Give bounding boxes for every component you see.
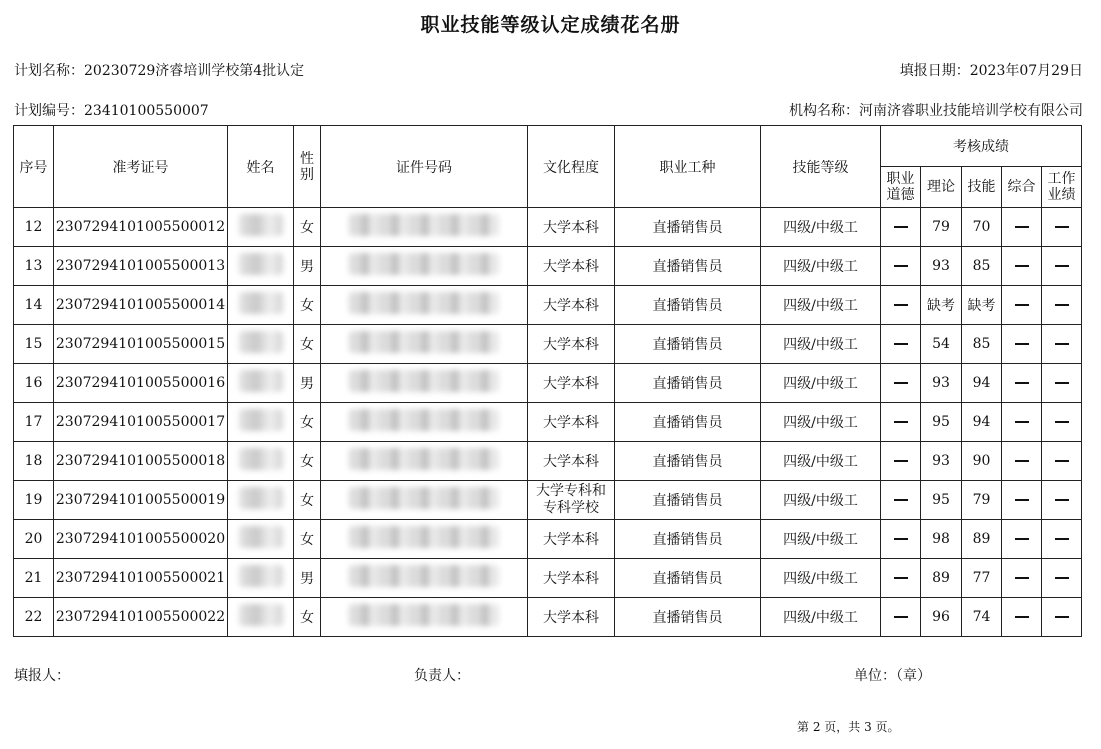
cell-exam-no: 2307294101005500019	[54, 481, 228, 520]
cell-ethics	[881, 442, 921, 481]
cell-seq: 20	[14, 520, 54, 559]
cell-gender: 男	[294, 559, 321, 598]
owner-label: 负责人：	[414, 668, 470, 684]
dash-mark	[1055, 538, 1069, 540]
cell-gender: 女	[294, 325, 321, 364]
dash-mark	[1015, 421, 1029, 423]
cell-exam-no: 2307294101005500017	[54, 403, 228, 442]
cell-work	[1042, 286, 1082, 325]
dash-mark	[1015, 382, 1029, 384]
cell-comprehensive	[1002, 442, 1042, 481]
cell-exam-no: 2307294101005500021	[54, 559, 228, 598]
dash-mark	[894, 382, 908, 384]
cell-skill: 85	[962, 247, 1002, 286]
dash-mark	[1055, 616, 1069, 618]
cell-work	[1042, 481, 1082, 520]
dash-mark	[894, 421, 908, 423]
dash-mark	[1015, 343, 1029, 345]
table-row	[14, 559, 1082, 598]
dash-mark	[1055, 265, 1069, 267]
cell-education: 大学本科	[528, 364, 615, 403]
cell-gender: 女	[294, 208, 321, 247]
cell-ethics	[881, 325, 921, 364]
dash-mark	[1055, 460, 1069, 462]
score-roster-table	[13, 125, 1082, 637]
dash-mark	[1015, 616, 1029, 618]
table-row	[14, 481, 1082, 520]
redacted-name	[239, 565, 283, 587]
cell-ethics	[881, 403, 921, 442]
redacted-name	[239, 253, 283, 275]
cell-skill: 90	[962, 442, 1002, 481]
cell-name-redacted	[228, 364, 294, 403]
dash-mark	[1015, 226, 1029, 228]
cell-name-redacted	[228, 520, 294, 559]
header-ethics	[881, 167, 921, 208]
redacted-id	[349, 370, 499, 392]
header-work-line2: 业绩	[1047, 187, 1076, 203]
cell-occupation: 直播销售员	[615, 598, 761, 637]
table-row	[14, 442, 1082, 481]
cell-level: 四级/中级工	[761, 520, 881, 559]
header-exam-no: 准考证号	[54, 126, 228, 208]
cell-occupation: 直播销售员	[615, 481, 761, 520]
cell-seq: 13	[14, 247, 54, 286]
cell-level: 四级/中级工	[761, 598, 881, 637]
cell-education: 大学本科	[528, 520, 615, 559]
cell-skill: 85	[962, 325, 1002, 364]
plan-number: 计划编号：23410100550007	[14, 103, 209, 119]
cell-ethics	[881, 598, 921, 637]
organization-name: 机构名称：河南济睿职业技能培训学校有限公司	[789, 103, 1083, 119]
cell-comprehensive	[1002, 364, 1042, 403]
cell-name-redacted	[228, 325, 294, 364]
redacted-id	[349, 253, 499, 275]
cell-level: 四级/中级工	[761, 403, 881, 442]
cell-skill: 94	[962, 403, 1002, 442]
redacted-id	[349, 448, 499, 470]
header-scores: 考核成绩	[881, 126, 1082, 167]
table-row	[14, 403, 1082, 442]
cell-seq: 18	[14, 442, 54, 481]
cell-id-redacted	[321, 520, 528, 559]
header-name: 姓名	[228, 126, 294, 208]
header-ethics-line1: 职业	[886, 171, 915, 187]
dash-mark	[1055, 304, 1069, 306]
header-education: 文化程度	[528, 126, 615, 208]
cell-ethics	[881, 481, 921, 520]
cell-name-redacted	[228, 481, 294, 520]
document-title: 职业技能等级认定成绩花名册	[420, 14, 681, 36]
cell-id-redacted	[321, 598, 528, 637]
cell-theory: 89	[921, 559, 962, 598]
cell-gender: 男	[294, 247, 321, 286]
dash-mark	[1015, 577, 1029, 579]
dash-mark	[894, 343, 908, 345]
dash-mark	[894, 265, 908, 267]
dash-mark	[894, 616, 908, 618]
cell-work	[1042, 364, 1082, 403]
cell-seq: 22	[14, 598, 54, 637]
cell-work	[1042, 442, 1082, 481]
header-gender-line1: 性	[300, 150, 314, 167]
header-level: 技能等级	[761, 126, 881, 208]
cell-gender: 女	[294, 520, 321, 559]
cell-name-redacted	[228, 403, 294, 442]
cell-exam-no: 2307294101005500013	[54, 247, 228, 286]
dash-mark	[1015, 304, 1029, 306]
cell-seq: 19	[14, 481, 54, 520]
dash-mark	[894, 538, 908, 540]
cell-gender: 女	[294, 286, 321, 325]
cell-comprehensive	[1002, 247, 1042, 286]
table-row	[14, 247, 1082, 286]
redacted-id	[349, 487, 499, 509]
cell-exam-no: 2307294101005500022	[54, 598, 228, 637]
cell-occupation: 直播销售员	[615, 364, 761, 403]
dash-mark	[1055, 421, 1069, 423]
cell-comprehensive	[1002, 481, 1042, 520]
cell-gender: 女	[294, 598, 321, 637]
cell-occupation: 直播销售员	[615, 286, 761, 325]
cell-exam-no: 2307294101005500012	[54, 208, 228, 247]
cell-id-redacted	[321, 208, 528, 247]
redacted-name	[239, 409, 283, 431]
redacted-name	[239, 604, 283, 626]
dash-mark	[1015, 265, 1029, 267]
cell-level: 四级/中级工	[761, 247, 881, 286]
cell-seq: 15	[14, 325, 54, 364]
dash-mark	[894, 226, 908, 228]
cell-id-redacted	[321, 559, 528, 598]
cell-skill: 70	[962, 208, 1002, 247]
cell-education: 大学本科	[528, 442, 615, 481]
cell-occupation: 直播销售员	[615, 325, 761, 364]
cell-theory: 缺考	[921, 286, 962, 325]
dash-mark	[1015, 499, 1029, 501]
cell-level: 四级/中级工	[761, 364, 881, 403]
cell-theory: 79	[921, 208, 962, 247]
cell-comprehensive	[1002, 208, 1042, 247]
cell-skill: 74	[962, 598, 1002, 637]
redacted-name	[239, 370, 283, 392]
cell-comprehensive	[1002, 286, 1042, 325]
cell-ethics	[881, 208, 921, 247]
cell-skill: 77	[962, 559, 1002, 598]
cell-level: 四级/中级工	[761, 481, 881, 520]
cell-education: 大学本科	[528, 559, 615, 598]
cell-gender: 女	[294, 481, 321, 520]
cell-exam-no: 2307294101005500014	[54, 286, 228, 325]
header-work	[1042, 167, 1082, 208]
header-work-line1: 工作	[1047, 171, 1076, 187]
unit-seal-label: 单位：（章）	[854, 668, 931, 684]
cell-education: 大学本科	[528, 403, 615, 442]
cell-gender: 女	[294, 403, 321, 442]
cell-ethics	[881, 520, 921, 559]
redacted-id	[349, 409, 499, 431]
cell-ethics	[881, 247, 921, 286]
dash-mark	[1015, 460, 1029, 462]
cell-education	[528, 481, 615, 520]
plan-name: 计划名称：20230729济睿培训学校第4批认定	[14, 63, 305, 79]
dash-mark	[894, 460, 908, 462]
cell-theory: 93	[921, 442, 962, 481]
cell-id-redacted	[321, 481, 528, 520]
cell-occupation: 直播销售员	[615, 208, 761, 247]
cell-level: 四级/中级工	[761, 325, 881, 364]
cell-id-redacted	[321, 286, 528, 325]
cell-seq: 16	[14, 364, 54, 403]
cell-gender: 男	[294, 364, 321, 403]
dash-mark	[1015, 538, 1029, 540]
cell-exam-no: 2307294101005500020	[54, 520, 228, 559]
cell-skill: 94	[962, 364, 1002, 403]
cell-education: 大学本科	[528, 598, 615, 637]
cell-seq: 14	[14, 286, 54, 325]
header-theory: 理论	[921, 167, 962, 208]
redacted-name	[239, 214, 283, 236]
header-skill: 技能	[962, 167, 1002, 208]
cell-name-redacted	[228, 442, 294, 481]
cell-work	[1042, 403, 1082, 442]
cell-work	[1042, 520, 1082, 559]
cell-theory: 95	[921, 403, 962, 442]
cell-name-redacted	[228, 247, 294, 286]
cell-occupation: 直播销售员	[615, 442, 761, 481]
cell-occupation: 直播销售员	[615, 247, 761, 286]
table-row	[14, 286, 1082, 325]
cell-education: 大学本科	[528, 325, 615, 364]
cell-id-redacted	[321, 364, 528, 403]
redacted-name	[239, 448, 283, 470]
cell-level: 四级/中级工	[761, 286, 881, 325]
cell-comprehensive	[1002, 325, 1042, 364]
dash-mark	[1055, 577, 1069, 579]
table-row	[14, 520, 1082, 559]
cell-ethics	[881, 286, 921, 325]
header-gender-line2: 别	[300, 166, 314, 183]
filler-label: 填报人：	[14, 668, 70, 684]
cell-education-line2: 专科学校	[543, 500, 599, 516]
table-row	[14, 208, 1082, 247]
cell-name-redacted	[228, 286, 294, 325]
cell-theory: 93	[921, 364, 962, 403]
cell-theory: 98	[921, 520, 962, 559]
dash-mark	[1055, 499, 1069, 501]
redacted-id	[349, 565, 499, 587]
cell-work	[1042, 247, 1082, 286]
dash-mark	[894, 499, 908, 501]
cell-name-redacted	[228, 559, 294, 598]
cell-work	[1042, 208, 1082, 247]
page-number: 第 2 页，共 3 页。	[797, 720, 900, 734]
dash-mark	[1055, 226, 1069, 228]
cell-id-redacted	[321, 403, 528, 442]
cell-level: 四级/中级工	[761, 559, 881, 598]
cell-comprehensive	[1002, 403, 1042, 442]
redacted-name	[239, 331, 283, 353]
cell-id-redacted	[321, 247, 528, 286]
cell-education: 大学本科	[528, 286, 615, 325]
header-gender	[294, 126, 321, 208]
redacted-id	[349, 292, 499, 314]
cell-seq: 17	[14, 403, 54, 442]
cell-comprehensive	[1002, 520, 1042, 559]
redacted-id	[349, 604, 499, 626]
redacted-name	[239, 292, 283, 314]
cell-level: 四级/中级工	[761, 442, 881, 481]
cell-id-redacted	[321, 442, 528, 481]
cell-ethics	[881, 559, 921, 598]
cell-occupation: 直播销售员	[615, 559, 761, 598]
fill-date: 填报日期：2023年07月29日	[899, 63, 1083, 79]
table-row	[14, 364, 1082, 403]
dash-mark	[1055, 343, 1069, 345]
redacted-id	[349, 526, 499, 548]
cell-seq: 21	[14, 559, 54, 598]
cell-comprehensive	[1002, 598, 1042, 637]
cell-education: 大学本科	[528, 208, 615, 247]
cell-education-line1: 大学专科和	[536, 483, 606, 499]
cell-theory: 93	[921, 247, 962, 286]
table-row	[14, 598, 1082, 637]
cell-comprehensive	[1002, 559, 1042, 598]
redacted-id	[349, 331, 499, 353]
cell-occupation: 直播销售员	[615, 403, 761, 442]
dash-mark	[1055, 382, 1069, 384]
cell-skill: 79	[962, 481, 1002, 520]
cell-occupation: 直播销售员	[615, 520, 761, 559]
cell-seq: 12	[14, 208, 54, 247]
cell-theory: 96	[921, 598, 962, 637]
cell-theory: 95	[921, 481, 962, 520]
redacted-id	[349, 214, 499, 236]
header-ethics-line2: 道德	[886, 187, 915, 203]
cell-exam-no: 2307294101005500016	[54, 364, 228, 403]
cell-work	[1042, 598, 1082, 637]
cell-name-redacted	[228, 208, 294, 247]
header-comprehensive: 综合	[1002, 167, 1042, 208]
cell-work	[1042, 559, 1082, 598]
cell-id-redacted	[321, 325, 528, 364]
cell-gender: 女	[294, 442, 321, 481]
header-id-no: 证件号码	[321, 126, 528, 208]
cell-exam-no: 2307294101005500018	[54, 442, 228, 481]
header-occupation: 职业工种	[615, 126, 761, 208]
cell-exam-no: 2307294101005500015	[54, 325, 228, 364]
cell-name-redacted	[228, 598, 294, 637]
redacted-name	[239, 487, 283, 509]
dash-mark	[894, 577, 908, 579]
cell-skill: 缺考	[962, 286, 1002, 325]
table-row	[14, 325, 1082, 364]
cell-ethics	[881, 364, 921, 403]
cell-level: 四级/中级工	[761, 208, 881, 247]
cell-work	[1042, 325, 1082, 364]
redacted-name	[239, 526, 283, 548]
header-seq: 序号	[14, 126, 54, 208]
cell-skill: 89	[962, 520, 1002, 559]
cell-education: 大学本科	[528, 247, 615, 286]
dash-mark	[894, 304, 908, 306]
cell-theory: 54	[921, 325, 962, 364]
